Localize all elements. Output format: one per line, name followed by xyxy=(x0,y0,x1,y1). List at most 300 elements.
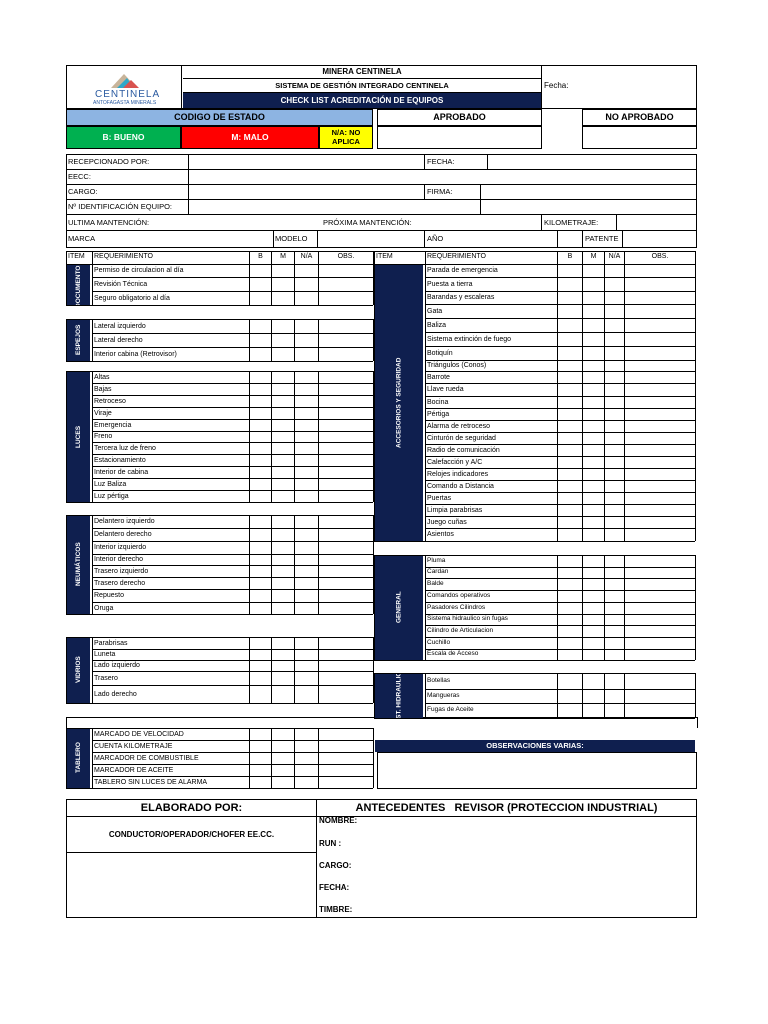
checkbox-obs[interactable] xyxy=(319,590,373,602)
checkbox-na[interactable] xyxy=(605,397,624,408)
checkbox-obs[interactable] xyxy=(319,334,373,347)
checkbox-obs[interactable] xyxy=(319,467,373,478)
section-label-neumaticos: NEUMÁTICOS xyxy=(67,515,90,614)
checkbox-m[interactable] xyxy=(272,372,294,383)
checkbox-m[interactable] xyxy=(583,579,604,590)
checkbox-na[interactable] xyxy=(605,579,624,590)
checkbox-b[interactable] xyxy=(250,265,271,277)
checkbox-m[interactable] xyxy=(583,445,604,456)
checkbox-obs[interactable] xyxy=(625,493,695,504)
checkbox-m[interactable] xyxy=(272,443,294,454)
checkbox-na[interactable] xyxy=(605,278,624,291)
checkbox-b[interactable] xyxy=(558,445,582,456)
checkbox-m[interactable] xyxy=(272,265,294,277)
checkbox-na[interactable] xyxy=(605,409,624,420)
checkbox-b[interactable] xyxy=(558,265,582,277)
checkbox-na[interactable] xyxy=(295,455,318,466)
checkbox-b[interactable] xyxy=(558,372,582,383)
checkbox-obs[interactable] xyxy=(625,505,695,516)
checkbox-na[interactable] xyxy=(605,384,624,396)
checkbox-obs[interactable] xyxy=(625,556,695,567)
checkbox-obs[interactable] xyxy=(625,469,695,480)
checkbox-na[interactable] xyxy=(295,603,318,614)
fecha-field[interactable] xyxy=(488,155,696,168)
checkbox-m[interactable] xyxy=(272,765,294,776)
checkbox-obs[interactable] xyxy=(625,433,695,444)
checkbox-m[interactable] xyxy=(272,320,294,333)
checkbox-na[interactable] xyxy=(295,420,318,431)
cargo-field[interactable] xyxy=(189,185,423,198)
checkbox-obs[interactable] xyxy=(625,615,695,625)
checkbox-na[interactable] xyxy=(295,432,318,442)
checkbox-na[interactable] xyxy=(605,650,624,660)
checkbox-na[interactable] xyxy=(295,396,318,407)
checkbox-b[interactable] xyxy=(250,729,271,740)
checkbox-m[interactable] xyxy=(583,265,604,277)
checkbox-m[interactable] xyxy=(583,457,604,468)
checkbox-na[interactable] xyxy=(295,741,318,752)
checkbox-m[interactable] xyxy=(583,704,604,718)
checkbox-m[interactable] xyxy=(272,396,294,407)
checkbox-na[interactable] xyxy=(605,305,624,318)
checkbox-b[interactable] xyxy=(250,686,271,703)
checkbox-na[interactable] xyxy=(295,542,318,554)
checkbox-obs[interactable] xyxy=(625,319,695,332)
checkbox-m[interactable] xyxy=(272,661,294,671)
checkbox-m[interactable] xyxy=(272,408,294,419)
elaborado-label: ELABORADO POR: xyxy=(140,801,243,814)
checkbox-m[interactable] xyxy=(583,469,604,480)
checkbox-obs[interactable] xyxy=(625,384,695,396)
checkbox-b[interactable] xyxy=(250,741,271,752)
checkbox-m[interactable] xyxy=(583,493,604,504)
checkbox-m[interactable] xyxy=(583,292,604,304)
checkbox-b[interactable] xyxy=(250,479,271,490)
checkbox-na[interactable] xyxy=(295,661,318,671)
checkbox-b[interactable] xyxy=(558,319,582,332)
checkbox-b[interactable] xyxy=(250,516,271,528)
checkbox-obs[interactable] xyxy=(319,408,373,419)
checkbox-m[interactable] xyxy=(583,626,604,637)
checkbox-m[interactable] xyxy=(272,753,294,764)
checkbox-m[interactable] xyxy=(272,555,294,565)
checkbox-b[interactable] xyxy=(558,457,582,468)
checkbox-obs[interactable] xyxy=(625,305,695,318)
checkbox-obs[interactable] xyxy=(319,686,373,703)
checkbox-na[interactable] xyxy=(605,469,624,480)
checkbox-b[interactable] xyxy=(250,443,271,454)
checkbox-na[interactable] xyxy=(295,265,318,277)
checkbox-na[interactable] xyxy=(605,319,624,332)
patente-field[interactable] xyxy=(623,231,696,247)
checkbox-m[interactable] xyxy=(272,479,294,490)
checkbox-m[interactable] xyxy=(272,420,294,431)
checkbox-na[interactable] xyxy=(605,433,624,444)
checkbox-obs[interactable] xyxy=(319,661,373,671)
checkbox-b[interactable] xyxy=(250,578,271,589)
checkbox-b[interactable] xyxy=(250,432,271,442)
checkbox-b[interactable] xyxy=(558,347,582,360)
checkbox-b[interactable] xyxy=(250,638,271,649)
checkbox-b[interactable] xyxy=(558,481,582,492)
checkbox-b[interactable] xyxy=(250,455,271,466)
checkbox-obs[interactable] xyxy=(319,729,373,740)
checkbox-na[interactable] xyxy=(295,729,318,740)
checkbox-obs[interactable] xyxy=(625,361,695,371)
checkbox-obs[interactable] xyxy=(319,396,373,407)
checkbox-obs[interactable] xyxy=(625,568,695,578)
checkbox-m[interactable] xyxy=(272,455,294,466)
checkbox-obs[interactable] xyxy=(625,674,695,689)
checkbox-na[interactable] xyxy=(295,348,318,361)
eecc-field[interactable] xyxy=(189,170,696,183)
checkbox-m[interactable] xyxy=(583,421,604,432)
item-label: Cardan xyxy=(427,568,449,575)
checkbox-b[interactable] xyxy=(558,579,582,590)
checkbox-m[interactable] xyxy=(583,603,604,614)
checkbox-b[interactable] xyxy=(558,615,582,625)
checkbox-obs[interactable] xyxy=(319,753,373,764)
checkbox-b[interactable] xyxy=(558,333,582,346)
checkbox-m[interactable] xyxy=(583,650,604,660)
checkbox-obs[interactable] xyxy=(319,529,373,541)
checkbox-na[interactable] xyxy=(605,638,624,649)
checkbox-obs[interactable] xyxy=(319,650,373,660)
checkbox-obs[interactable] xyxy=(625,347,695,360)
checkbox-b[interactable] xyxy=(250,661,271,671)
observaciones-field[interactable] xyxy=(377,752,697,789)
checkbox-na[interactable] xyxy=(295,555,318,565)
checkbox-na[interactable] xyxy=(295,408,318,419)
checkbox-b[interactable] xyxy=(250,491,271,502)
checkbox-m[interactable] xyxy=(583,333,604,346)
checkbox-m[interactable] xyxy=(272,741,294,752)
checkbox-obs[interactable] xyxy=(319,603,373,614)
checkbox-obs[interactable] xyxy=(319,765,373,776)
checkbox-na[interactable] xyxy=(605,690,624,703)
checkbox-obs[interactable] xyxy=(319,578,373,589)
checkbox-obs[interactable] xyxy=(625,278,695,291)
identificacion-field[interactable] xyxy=(189,200,479,213)
checkbox-b[interactable] xyxy=(558,433,582,444)
checkbox-obs[interactable] xyxy=(319,443,373,454)
checkbox-obs[interactable] xyxy=(319,566,373,577)
codigo-estado-label: CODIGO DE ESTADO xyxy=(66,109,373,126)
checkbox-na[interactable] xyxy=(295,516,318,528)
checkbox-m[interactable] xyxy=(272,686,294,703)
checkbox-m[interactable] xyxy=(272,603,294,614)
checkbox-obs[interactable] xyxy=(319,479,373,490)
checkbox-m[interactable] xyxy=(272,650,294,660)
checkbox-m[interactable] xyxy=(272,467,294,478)
checkbox-obs[interactable] xyxy=(625,292,695,304)
checkbox-m[interactable] xyxy=(272,578,294,589)
item-label: Bajas xyxy=(94,385,112,393)
checkbox-m[interactable] xyxy=(583,433,604,444)
checkbox-na[interactable] xyxy=(295,292,318,305)
checkbox-m[interactable] xyxy=(272,638,294,649)
checkbox-m[interactable] xyxy=(272,516,294,528)
checkbox-na[interactable] xyxy=(605,556,624,567)
checkbox-m[interactable] xyxy=(583,529,604,541)
checkbox-b[interactable] xyxy=(558,626,582,637)
checkbox-na[interactable] xyxy=(295,578,318,589)
checkbox-obs[interactable] xyxy=(319,516,373,528)
checkbox-m[interactable] xyxy=(583,372,604,383)
checkbox-na[interactable] xyxy=(605,481,624,492)
checkbox-b[interactable] xyxy=(558,305,582,318)
checkbox-m[interactable] xyxy=(583,481,604,492)
checkbox-b[interactable] xyxy=(558,704,582,718)
item-label: Pasadores Cilindros xyxy=(427,603,486,611)
checkbox-na[interactable] xyxy=(605,347,624,360)
header-item: ITEM xyxy=(68,253,85,260)
checkbox-na[interactable] xyxy=(605,505,624,516)
checkbox-m[interactable] xyxy=(583,361,604,371)
checkbox-obs[interactable] xyxy=(319,348,373,361)
checkbox-na[interactable] xyxy=(295,467,318,478)
checkbox-b[interactable] xyxy=(558,505,582,516)
checkbox-obs[interactable] xyxy=(319,292,373,305)
checkbox-na[interactable] xyxy=(605,615,624,625)
checkbox-na[interactable] xyxy=(605,591,624,602)
checkbox-b[interactable] xyxy=(250,765,271,776)
checkbox-m[interactable] xyxy=(272,529,294,541)
status-bueno: B: BUENO xyxy=(66,126,181,149)
checkbox-b[interactable] xyxy=(250,555,271,565)
checkbox-b[interactable] xyxy=(558,517,582,528)
checkbox-m[interactable] xyxy=(583,278,604,291)
checkbox-obs[interactable] xyxy=(625,265,695,277)
checkbox-obs[interactable] xyxy=(319,372,373,383)
checkbox-na[interactable] xyxy=(295,443,318,454)
checkbox-m[interactable] xyxy=(272,334,294,347)
checkbox-b[interactable] xyxy=(558,361,582,371)
checkbox-na[interactable] xyxy=(605,603,624,614)
checkbox-b[interactable] xyxy=(558,409,582,420)
checkbox-na[interactable] xyxy=(295,765,318,776)
checkbox-b[interactable] xyxy=(558,469,582,480)
checkbox-m[interactable] xyxy=(583,319,604,332)
checkbox-m[interactable] xyxy=(583,384,604,396)
checkbox-m[interactable] xyxy=(583,305,604,318)
checkbox-m[interactable] xyxy=(583,409,604,420)
checkbox-b[interactable] xyxy=(250,603,271,614)
checkbox-na[interactable] xyxy=(605,372,624,383)
checkbox-obs[interactable] xyxy=(319,265,373,277)
checkbox-obs[interactable] xyxy=(625,457,695,468)
checkbox-obs[interactable] xyxy=(319,320,373,333)
checkbox-obs[interactable] xyxy=(319,278,373,291)
checkbox-b[interactable] xyxy=(250,278,271,291)
checkbox-obs[interactable] xyxy=(625,650,695,660)
checkbox-m[interactable] xyxy=(583,505,604,516)
checkbox-b[interactable] xyxy=(558,568,582,578)
checkbox-b[interactable] xyxy=(558,591,582,602)
checkbox-obs[interactable] xyxy=(625,690,695,703)
checkbox-na[interactable] xyxy=(605,457,624,468)
checkbox-na[interactable] xyxy=(605,517,624,528)
conductor-signature-field[interactable] xyxy=(67,853,315,917)
checkbox-obs[interactable] xyxy=(625,445,695,456)
checkbox-obs[interactable] xyxy=(319,455,373,466)
checkbox-b[interactable] xyxy=(558,674,582,689)
checkbox-b[interactable] xyxy=(250,650,271,660)
checkbox-obs[interactable] xyxy=(625,409,695,420)
checkbox-obs[interactable] xyxy=(319,777,373,788)
checkbox-m[interactable] xyxy=(583,517,604,528)
checkbox-b[interactable] xyxy=(250,292,271,305)
checkbox-m[interactable] xyxy=(583,591,604,602)
item-label: Freno xyxy=(94,433,113,440)
checkbox-b[interactable] xyxy=(250,753,271,764)
checkbox-na[interactable] xyxy=(295,650,318,660)
checkbox-b[interactable] xyxy=(250,590,271,602)
checkbox-obs[interactable] xyxy=(625,603,695,614)
checkbox-m[interactable] xyxy=(583,397,604,408)
checkbox-m[interactable] xyxy=(272,491,294,502)
checkbox-na[interactable] xyxy=(605,445,624,456)
checkbox-m[interactable] xyxy=(583,568,604,578)
proxima-mantencion-label: PRÓXIMA MANTENCIÓN: xyxy=(323,218,412,227)
checkbox-obs[interactable] xyxy=(319,432,373,442)
checkbox-b[interactable] xyxy=(250,566,271,577)
aprobado-checkbox[interactable] xyxy=(377,126,542,149)
checkbox-m[interactable] xyxy=(272,384,294,395)
checkbox-m[interactable] xyxy=(583,674,604,689)
checkbox-b[interactable] xyxy=(558,278,582,291)
checkbox-na[interactable] xyxy=(295,638,318,649)
checkbox-obs[interactable] xyxy=(625,372,695,383)
checkbox-obs[interactable] xyxy=(319,555,373,565)
checkbox-m[interactable] xyxy=(583,690,604,703)
checkbox-b[interactable] xyxy=(558,556,582,567)
checkbox-m[interactable] xyxy=(272,348,294,361)
checkbox-obs[interactable] xyxy=(625,481,695,492)
checkbox-b[interactable] xyxy=(558,397,582,408)
checkbox-obs[interactable] xyxy=(319,542,373,554)
checkbox-obs[interactable] xyxy=(625,421,695,432)
kilometraje-field[interactable] xyxy=(617,215,696,229)
checkbox-b[interactable] xyxy=(250,420,271,431)
checkbox-b[interactable] xyxy=(558,421,582,432)
item-label: Luz Baliza xyxy=(94,480,127,488)
checkbox-na[interactable] xyxy=(605,704,624,718)
checkbox-b[interactable] xyxy=(250,372,271,383)
checkbox-m[interactable] xyxy=(272,542,294,554)
checkbox-b[interactable] xyxy=(250,672,271,685)
checkbox-na[interactable] xyxy=(295,686,318,703)
checkbox-m[interactable] xyxy=(272,432,294,442)
checkbox-obs[interactable] xyxy=(625,704,695,718)
checkbox-obs[interactable] xyxy=(319,741,373,752)
checkbox-obs[interactable] xyxy=(625,397,695,408)
checkbox-na[interactable] xyxy=(605,361,624,371)
checkbox-m[interactable] xyxy=(272,278,294,291)
checkbox-b[interactable] xyxy=(558,650,582,660)
checkbox-obs[interactable] xyxy=(625,517,695,528)
checkbox-m[interactable] xyxy=(583,347,604,360)
checkbox-m[interactable] xyxy=(272,292,294,305)
checkbox-na[interactable] xyxy=(605,493,624,504)
firma-field[interactable] xyxy=(481,185,696,213)
checkbox-obs[interactable] xyxy=(625,333,695,346)
checkbox-na[interactable] xyxy=(295,479,318,490)
checkbox-b[interactable] xyxy=(558,638,582,649)
no-aprobado-checkbox[interactable] xyxy=(582,126,697,149)
checkbox-obs[interactable] xyxy=(319,638,373,649)
checkbox-na[interactable] xyxy=(605,333,624,346)
checkbox-m[interactable] xyxy=(272,729,294,740)
checkbox-na[interactable] xyxy=(295,278,318,291)
checkbox-b[interactable] xyxy=(250,334,271,347)
checkbox-na[interactable] xyxy=(605,265,624,277)
checkbox-b[interactable] xyxy=(250,542,271,554)
checkbox-b[interactable] xyxy=(558,292,582,304)
checkbox-b[interactable] xyxy=(558,690,582,703)
checkbox-na[interactable] xyxy=(605,421,624,432)
checkbox-obs[interactable] xyxy=(625,591,695,602)
checkbox-obs[interactable] xyxy=(319,384,373,395)
checkbox-obs[interactable] xyxy=(319,491,373,502)
checkbox-na[interactable] xyxy=(295,590,318,602)
checkbox-na[interactable] xyxy=(295,672,318,685)
checkbox-b[interactable] xyxy=(250,529,271,541)
checkbox-na[interactable] xyxy=(295,334,318,347)
checkbox-b[interactable] xyxy=(250,467,271,478)
checkbox-na[interactable] xyxy=(295,777,318,788)
checkbox-na[interactable] xyxy=(605,529,624,541)
checkbox-na[interactable] xyxy=(605,568,624,578)
checkbox-b[interactable] xyxy=(250,384,271,395)
checkbox-obs[interactable] xyxy=(625,638,695,649)
checkbox-na[interactable] xyxy=(295,529,318,541)
checkbox-b[interactable] xyxy=(250,777,271,788)
item-label: Mangueras xyxy=(427,691,460,699)
checkbox-obs[interactable] xyxy=(625,579,695,590)
checkbox-m[interactable] xyxy=(583,615,604,625)
checkbox-m[interactable] xyxy=(272,566,294,577)
checkbox-obs[interactable] xyxy=(625,626,695,637)
checkbox-na[interactable] xyxy=(295,384,318,395)
checkbox-obs[interactable] xyxy=(319,672,373,685)
checkbox-obs[interactable] xyxy=(319,420,373,431)
checkbox-b[interactable] xyxy=(558,384,582,396)
checkbox-b[interactable] xyxy=(558,529,582,541)
checkbox-na[interactable] xyxy=(295,753,318,764)
checkbox-m[interactable] xyxy=(583,638,604,649)
checkbox-m[interactable] xyxy=(272,672,294,685)
checkbox-obs[interactable] xyxy=(625,529,695,541)
checkbox-na[interactable] xyxy=(605,674,624,689)
checkbox-b[interactable] xyxy=(250,408,271,419)
checkbox-b[interactable] xyxy=(558,493,582,504)
checkbox-na[interactable] xyxy=(295,372,318,383)
checkbox-m[interactable] xyxy=(272,590,294,602)
checkbox-m[interactable] xyxy=(583,556,604,567)
checkbox-m[interactable] xyxy=(272,777,294,788)
checkbox-na[interactable] xyxy=(605,626,624,637)
checkbox-na[interactable] xyxy=(295,320,318,333)
checkbox-b[interactable] xyxy=(250,348,271,361)
checkbox-b[interactable] xyxy=(250,320,271,333)
checkbox-b[interactable] xyxy=(250,396,271,407)
checkbox-na[interactable] xyxy=(295,566,318,577)
recepcionado-field[interactable] xyxy=(189,155,423,168)
checkbox-na[interactable] xyxy=(295,491,318,502)
checkbox-b[interactable] xyxy=(558,603,582,614)
checkbox-na[interactable] xyxy=(605,292,624,304)
